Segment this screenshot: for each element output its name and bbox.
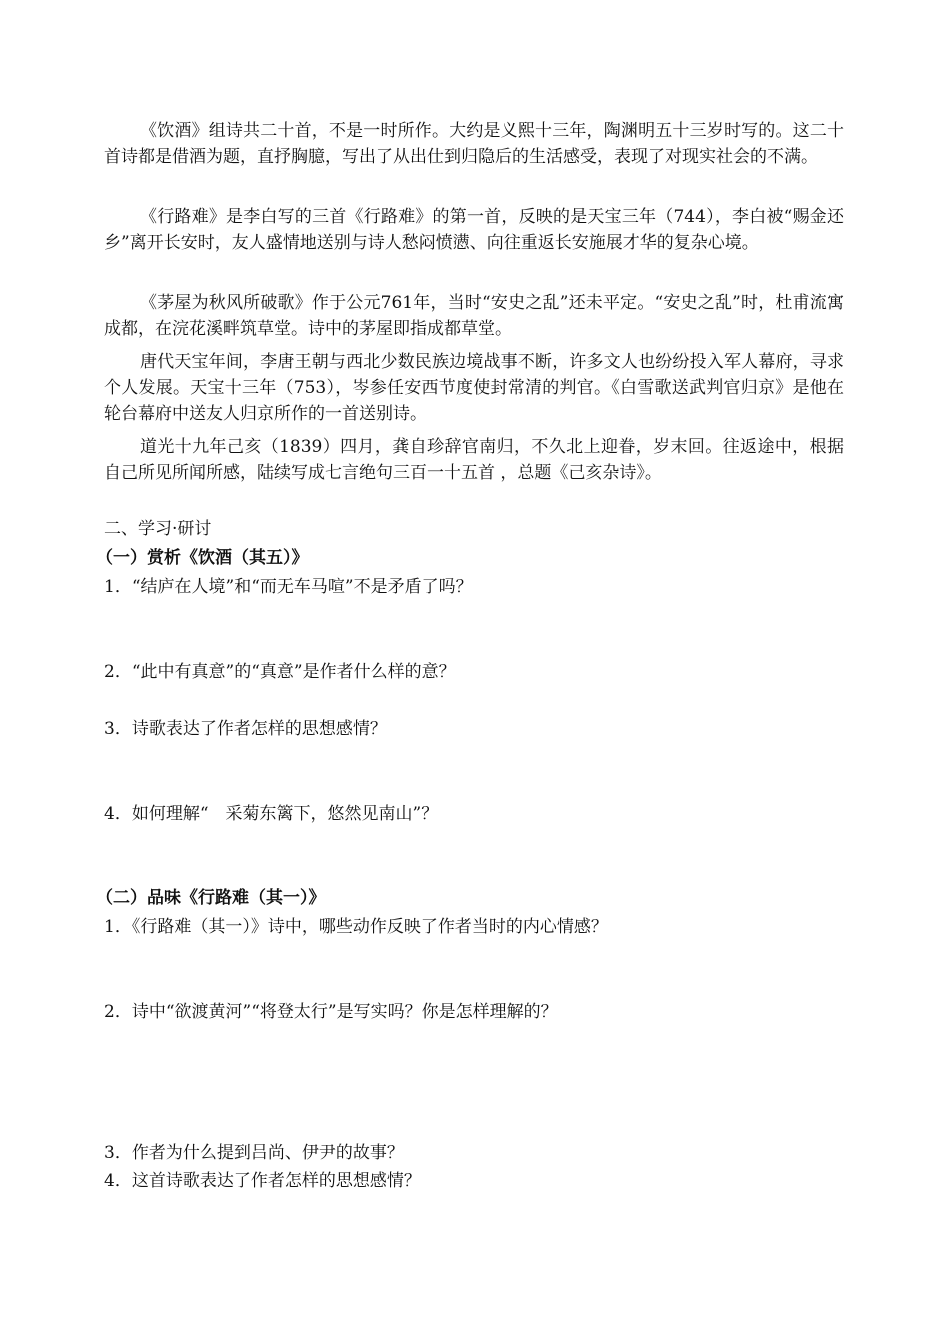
part1-question-4: 4．如何理解“ 采菊东篱下，悠然见南山”？ (104, 804, 439, 824)
part2-question-4: 4．这首诗歌表达了作者怎样的思想感情？ (104, 1171, 421, 1191)
intro-paragraph-yinjiu: 《饮酒》组诗共二十首，不是一时所作。大约是义熙十三年，陶渊明五十三岁时写的。这二十首诗都是借酒为题，直抒胸臆，写出了从出仕到归隐后的生活感受，表现了对现实社会的不满。 (104, 121, 844, 167)
part2-question-3: 3．作者为什么提到吕尚、伊尹的故事？ (104, 1143, 404, 1163)
part1-question-2: 2．“此中有真意”的“真意”是作者什么样的意？ (104, 662, 456, 682)
intro-paragraph-baixuege: 唐代天宝年间，李唐王朝与西北少数民族边境战事不断，许多文人也纷纷投入军人幕府，寻求个人发展。天宝十三年（753），岑参任安西节度使封常清的判官。《白雪歌送武判官归京》是他在轮台幕府中送友人归京所作的一首送别诗。 (104, 352, 844, 424)
section-heading: 二、学习·研讨 (104, 519, 212, 539)
intro-paragraph-xinglunan: 《行路难》是李白写的三首《行路难》的第一首，反映的是天宝三年（744），李白被“赐金还乡”离开长安时，友人盛情地送别与诗人愁闷愤懑、向往重返长安施展才华的复杂心境。 (104, 207, 844, 253)
part2-question-1: 1．《行路难（其一）》诗中，哪些动作反映了作者当时的内心情感？ (104, 917, 608, 937)
intro-paragraph-jihai: 道光十九年己亥（1839）四月，龚自珍辞官南归，不久北上迎眷，岁末回。往返途中，根据自己所见所闻所感，陆续写成七言绝句三百一十五首 ，总题《己亥杂诗》。 (104, 437, 844, 483)
part1-question-3: 3．诗歌表达了作者怎样的思想感情？ (104, 719, 387, 739)
part2-heading: （二）品味《行路难（其一）》 (96, 888, 326, 908)
part2-question-2: 2．诗中“欲渡黄河”“将登太行”是写实吗？你是怎样理解的？ (104, 1002, 558, 1022)
part1-heading: （一）赏析《饮酒（其五）》 (96, 548, 309, 568)
part1-question-1: 1．“结庐在人境”和“而无车马喧”不是矛盾了吗？ (104, 577, 473, 597)
intro-paragraph-maowu: 《茅屋为秋风所破歌》作于公元761年，当时“安史之乱”还未平定。“安史之乱”时，杜甫流寓成都，在浣花溪畔筑草堂。诗中的茅屋即指成都草堂。 (104, 293, 844, 339)
